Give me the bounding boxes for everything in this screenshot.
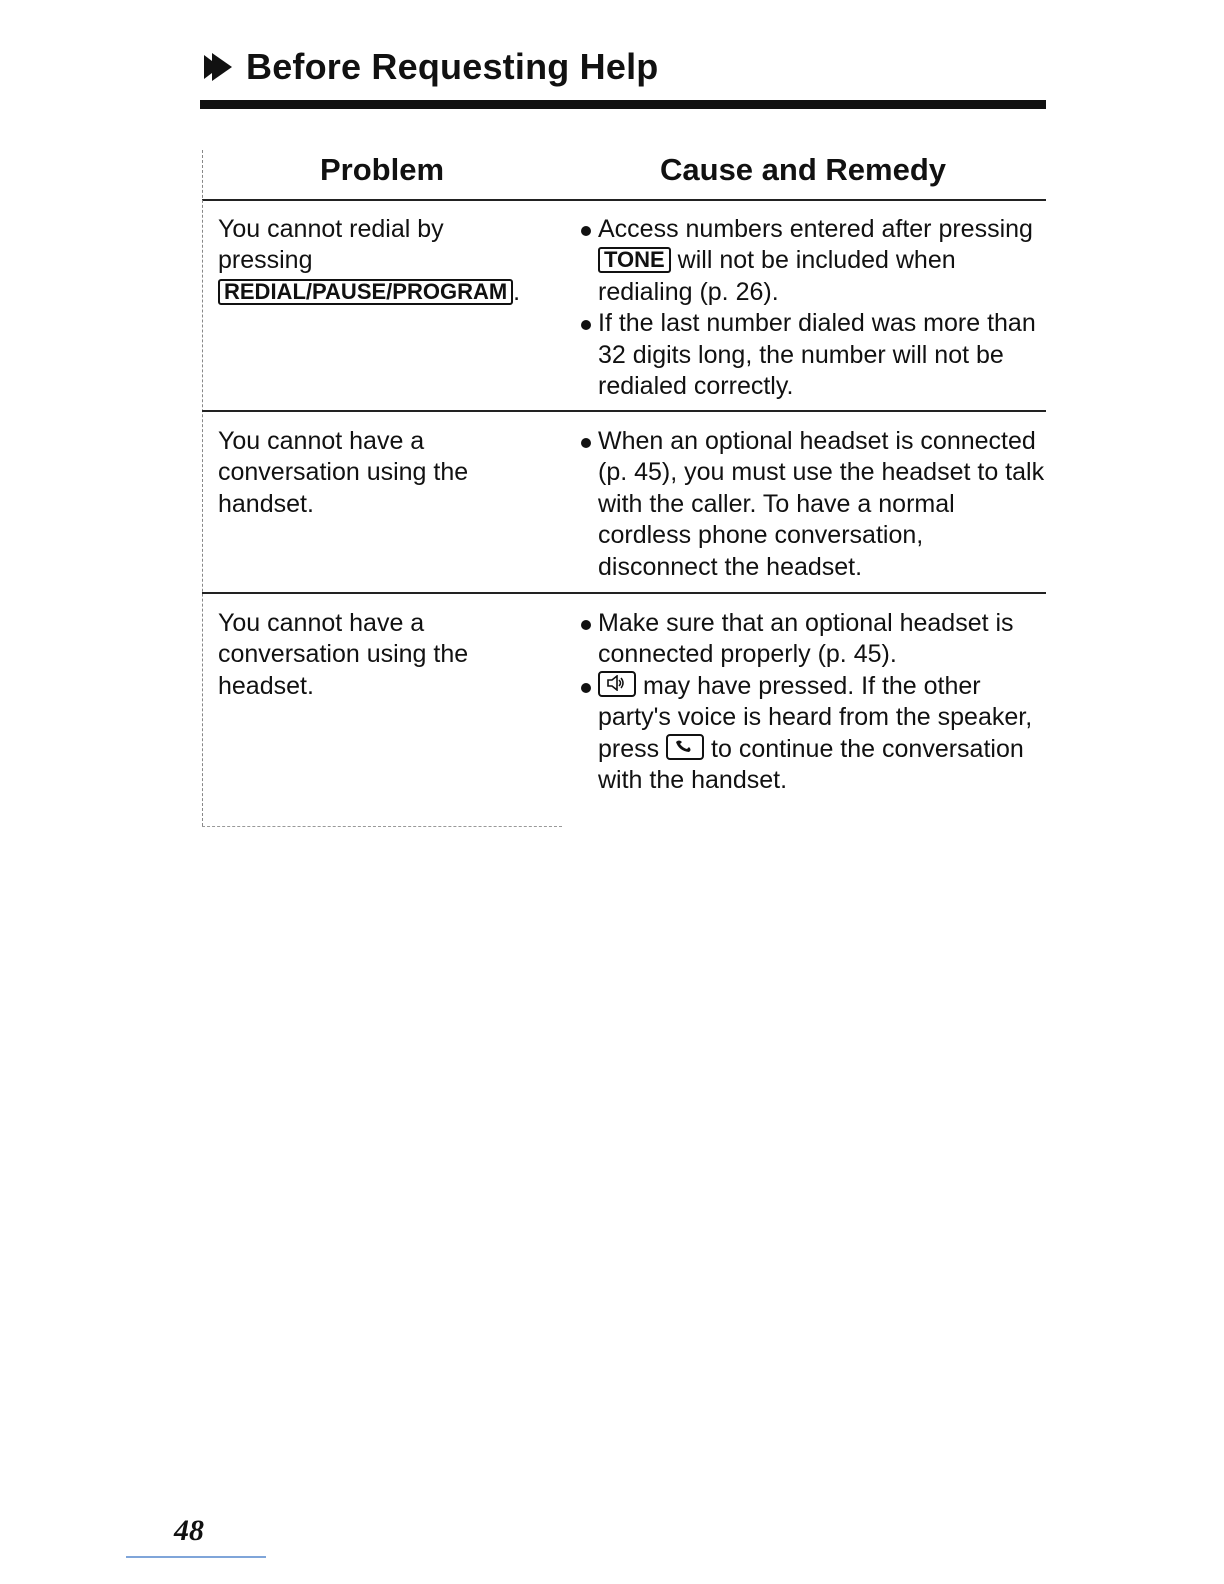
redial-pause-program-key: REDIAL/PAUSE/PROGRAM [218, 279, 513, 305]
arrow-right-icon [200, 47, 234, 87]
problem-cell-2: You cannot have a conversation using the handset. [218, 427, 469, 518]
remedy-cell-2 [578, 426, 1048, 583]
problem-text: You cannot redial by [218, 215, 444, 243]
left-border [202, 150, 204, 826]
problem-text: pressing [218, 246, 313, 275]
section-heading [200, 46, 658, 88]
remedy-cell-3 [578, 608, 1048, 796]
talk-key-icon [666, 734, 704, 760]
tone-key: TONE [598, 247, 671, 273]
remedy-item: Access numbers entered after pressing TONE will not be included when redialing (p. 26). [578, 214, 1048, 308]
remedy-item: may have pressed. If the other party's voice is heard from the speaker, press to continue the conversation with the handset. [578, 671, 1048, 797]
column-header-cause: Cause and Remedy [660, 152, 946, 187]
remedy-item: When an optional headset is connected (p. 45), you must use the headset to talk with the caller. To have a normal cordless phone conversation, disconnect the headset. [578, 426, 1048, 583]
speaker-key-icon [598, 671, 636, 697]
row-rule [202, 592, 1046, 594]
page-number: 48 [174, 1514, 204, 1547]
page-title: Before Requesting Help [246, 46, 659, 87]
header-rule [202, 199, 1046, 201]
remedy-item: If the last number dialed was more than 32 digits long, the number will not be redialed correctly. [578, 308, 1048, 402]
table-bottom-border [202, 826, 562, 827]
footer-rule [126, 1556, 266, 1558]
row-rule [202, 410, 1046, 412]
problem-cell-1: You cannot redial by pressing REDIAL/PAUSE/PROGRAM . [218, 214, 558, 308]
title-rule [200, 100, 1046, 109]
remedy-item: Make sure that an optional headset is connected properly (p. 45). [578, 608, 1048, 671]
problem-cell-3: You cannot have a conversation using the headset. [218, 609, 469, 700]
column-header-problem: Problem [320, 152, 445, 187]
remedy-cell-1 [578, 214, 1048, 402]
